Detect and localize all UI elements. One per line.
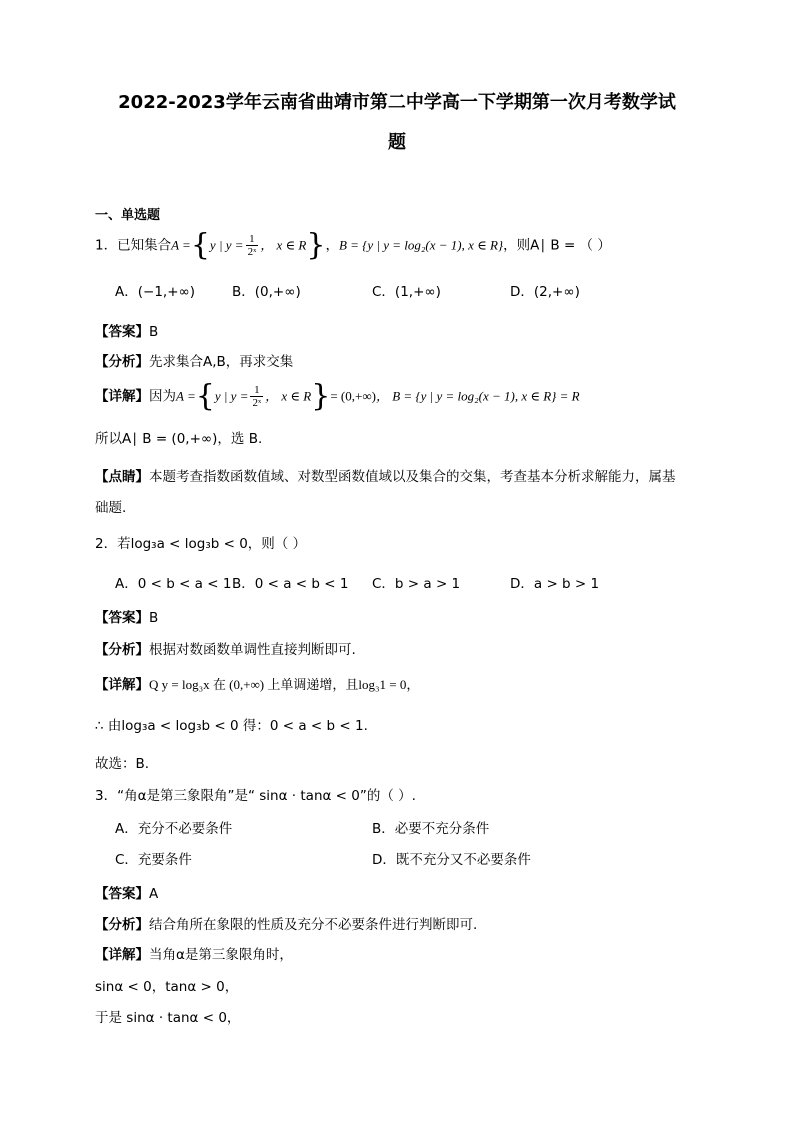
q2-choice: 故选：B.: [95, 756, 150, 772]
detail-set-a-condition: y | y =: [214, 388, 249, 404]
q3-option-c: C．充要条件: [115, 852, 192, 868]
q1-option-a: A．(−1,+∞): [115, 284, 196, 300]
q1-detail: [95, 378, 580, 414]
separator: ，: [325, 237, 339, 254]
q1-comment: [95, 465, 676, 485]
fraction: [250, 384, 263, 409]
q2-option-a: A．0 < b < a < 1: [115, 576, 232, 592]
set-a-domain: ， x ∈ R: [260, 237, 307, 253]
detail-set-a-result: = (0,+∞): [330, 388, 376, 404]
answer-value: B: [149, 610, 159, 626]
answer-tag: 【答案】: [95, 886, 149, 902]
question-1-stem: [95, 227, 611, 263]
analysis-tag: 【分析】: [95, 642, 149, 658]
analysis-text: 先求集合A,B，再求交集: [149, 354, 294, 370]
q3-option-d: D．既不充分又不必要条件: [372, 852, 531, 868]
q3-option-b: B．必要不充分条件: [372, 821, 490, 837]
detail-tag: 【详解】: [95, 388, 149, 405]
question-3-stem: 3．“角α是第三象限角”是“ sinα · tanα < 0”的（ ）.: [95, 788, 416, 804]
q1-option-b: B．(0,+∞): [232, 284, 301, 300]
question-1-ask: ，则A∣ B = （ ）: [503, 237, 611, 254]
detail-prefix: 因为: [149, 388, 176, 405]
q1-option-c: C．(1,+∞): [372, 284, 441, 300]
set-a-condition: y | y =: [209, 237, 244, 253]
section-heading: 一、单选题: [95, 208, 161, 223]
q2-option-b: B．0 < a < b < 1: [232, 576, 349, 592]
q3-answer: [95, 882, 158, 902]
detail-text: Q y = log₃x 在 (0,+∞) 上单调递增，且log₃1 = 0，: [149, 677, 420, 692]
question-1-prefix: 1．已知集合: [95, 237, 172, 254]
left-brace: {: [195, 378, 215, 414]
q2-answer: [95, 606, 158, 626]
q2-detail: [95, 673, 419, 693]
document-title-line-2: 题: [388, 132, 406, 153]
analysis-tag: 【分析】: [95, 917, 149, 933]
q1-answer: [95, 320, 158, 340]
answer-value: A: [149, 886, 159, 902]
q2-option-c: C．b > a > 1: [372, 576, 461, 592]
right-brace: }: [311, 378, 331, 414]
detail-tag: 【详解】: [95, 677, 149, 693]
fraction-denominator: 2ˣ: [247, 246, 257, 258]
detail-set-b: ， B = {y | y = log₂(x − 1), x ∈ R} = R: [375, 388, 580, 404]
fraction-numerator: 1: [246, 233, 259, 246]
answer-tag: 【答案】: [95, 324, 149, 340]
q2-step: ∴ 由log₃a < log₃b < 0 得：0 < a < b < 1.: [95, 718, 368, 734]
fraction: [246, 233, 259, 258]
q3-step-1: sinα < 0，tanα > 0，: [95, 979, 239, 995]
question-2-stem: 2．若log₃a < log₃b < 0，则（ ）: [95, 536, 307, 552]
fraction-denominator: 2ˣ: [252, 397, 262, 409]
q3-analysis: [95, 913, 477, 933]
analysis-text: 结合角所在象限的性质及充分不必要条件进行判断即可.: [149, 917, 478, 933]
detail-set-a-domain: ， x ∈ R: [265, 388, 312, 404]
detail-text: 当角α是第三象限角时，: [149, 947, 293, 963]
fraction-numerator: 1: [250, 384, 263, 397]
answer-value: B: [149, 324, 159, 340]
answer-tag: 【答案】: [95, 610, 149, 626]
q1-comment-line-2: 础题.: [95, 500, 127, 516]
analysis-text: 根据对数函数单调性直接判断即可.: [149, 642, 356, 658]
q1-option-d: D．(2,+∞): [510, 284, 580, 300]
set-a-label: A =: [171, 237, 191, 253]
document-title-line-1: 2022-2023学年云南省曲靖市第二中学高一下学期第一次月考数学试: [118, 92, 676, 113]
q3-option-a: A．充分不必要条件: [115, 821, 233, 837]
q3-detail: [95, 943, 293, 963]
detail-tag: 【详解】: [95, 947, 149, 963]
q2-option-d: D．a > b > 1: [510, 576, 600, 592]
q2-analysis: [95, 638, 356, 658]
detail-set-a-label: A =: [176, 388, 196, 404]
comment-text: 本题考查指数函数值域、对数型函数值域以及集合的交集，考查基本分析求解能力，属基: [149, 469, 676, 485]
q3-step-2: 于是 sinα · tanα < 0，: [95, 1010, 241, 1026]
left-brace: {: [190, 227, 210, 263]
q1-conclusion: 所以A∣ B = (0,+∞)，选 B.: [95, 431, 263, 447]
set-b-definition: B = {y | y = log₂(x − 1), x ∈ R}: [338, 237, 504, 253]
q1-analysis: [95, 350, 293, 370]
comment-tag: 【点睛】: [95, 469, 149, 485]
analysis-tag: 【分析】: [95, 354, 149, 370]
right-brace: }: [306, 227, 326, 263]
